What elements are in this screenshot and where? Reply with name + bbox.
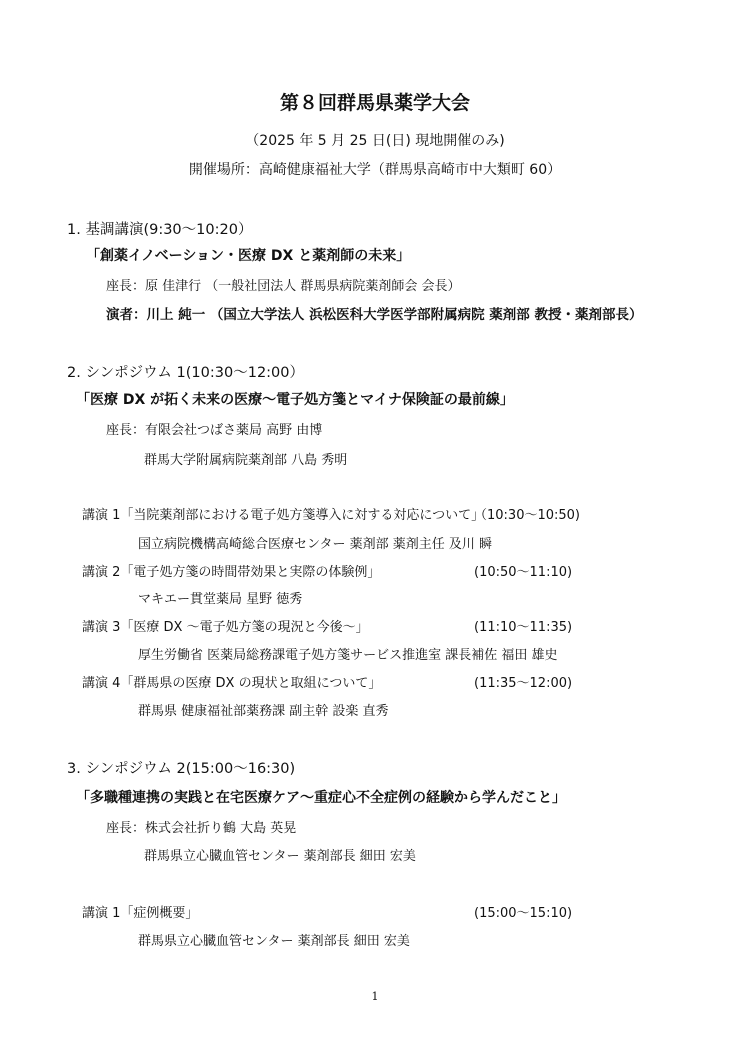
lecture-speaker: 厚生労働省 医薬局総務課電子処方箋サービス推進室 課長補佐 福田 雄史: [138, 648, 558, 663]
section3-chair: 座長：株式会社折り鶴 大島 英晃: [106, 821, 297, 836]
section1-heading: 1. 基調講演(9:30～10:20）: [67, 222, 253, 238]
section3-heading: 3. シンポジウム 2(15:00～16:30): [67, 761, 296, 777]
section2-heading: 2. シンポジウム 1(10:30～12:00）: [67, 365, 305, 381]
section3-theme: 「多職種連携の実践と在宅医療ケア～重症心不全症例の経験から学んだこと」: [76, 790, 566, 806]
section1-theme: 「創薬イノベーション・医療 DX と薬剤師の未来」: [86, 248, 411, 264]
event-date: （2025 年 5 月 25 日(日) 現地開催のみ): [245, 133, 505, 149]
lecture-title: 講演 1「症例概要」: [82, 906, 199, 921]
lecture-speaker: 国立病院機構高崎総合医療センター 薬剤部 薬剤主任 及川 瞬: [138, 537, 493, 552]
lecture-speaker: マキエー貫堂薬局 星野 徳秀: [138, 592, 303, 607]
lecture-title: 講演 2「電子処方箋の時間帯効果と実際の体験例」: [82, 565, 381, 580]
event-venue: 開催場所：高崎健康福祉大学（群馬県高崎市中大類町 60）: [188, 162, 562, 178]
section1-speaker: 演者：川上 純一 （国立大学法人 浜松医科大学医学部附属病院 薬剤部 教授・薬剤部長）: [106, 307, 643, 323]
lecture-time: (11:10～11:35): [474, 620, 573, 635]
lecture-speaker: 群馬県 健康福祉部薬務課 副主幹 設楽 直秀: [138, 704, 389, 719]
lecture-title: 講演 1「当院薬剤部における電子処方箋導入に対する対応について」: [82, 508, 485, 523]
lecture-title: 講演 4「群馬県の医療 DX の現状と取組について」: [82, 676, 382, 691]
section2-chair-second: 群馬大学附属病院薬剤部 八島 秀明: [144, 453, 348, 468]
section2-theme: 「医療 DX が拓く未来の医療～電子処方箋とマイナ保険証の最前線」: [76, 392, 514, 408]
section2-chair: 座長：有限会社つばさ薬局 高野 由博: [106, 423, 323, 438]
lecture-title: 講演 3「医療 DX ～電子処方箋の現況と今後～」: [82, 620, 369, 635]
section1-chair: 座長：原 佳津行 （一般社団法人 群馬県病院薬剤師会 会長）: [106, 279, 461, 294]
section3-chair-second: 群馬県立心臓血管センター 薬剤部長 細田 宏美: [144, 849, 416, 864]
lecture-speaker: 群馬県立心臓血管センター 薬剤部長 細田 宏美: [138, 934, 410, 949]
page-number: 1: [371, 990, 379, 1003]
lecture-time: (10:50～11:10): [474, 565, 573, 580]
lecture-time: (15:00～15:10): [474, 906, 573, 921]
lecture-time: （10:30～10:50): [474, 508, 580, 523]
page-title: 第８回群馬県薬学大会: [279, 92, 470, 114]
lecture-time: (11:35～12:00): [474, 676, 573, 691]
